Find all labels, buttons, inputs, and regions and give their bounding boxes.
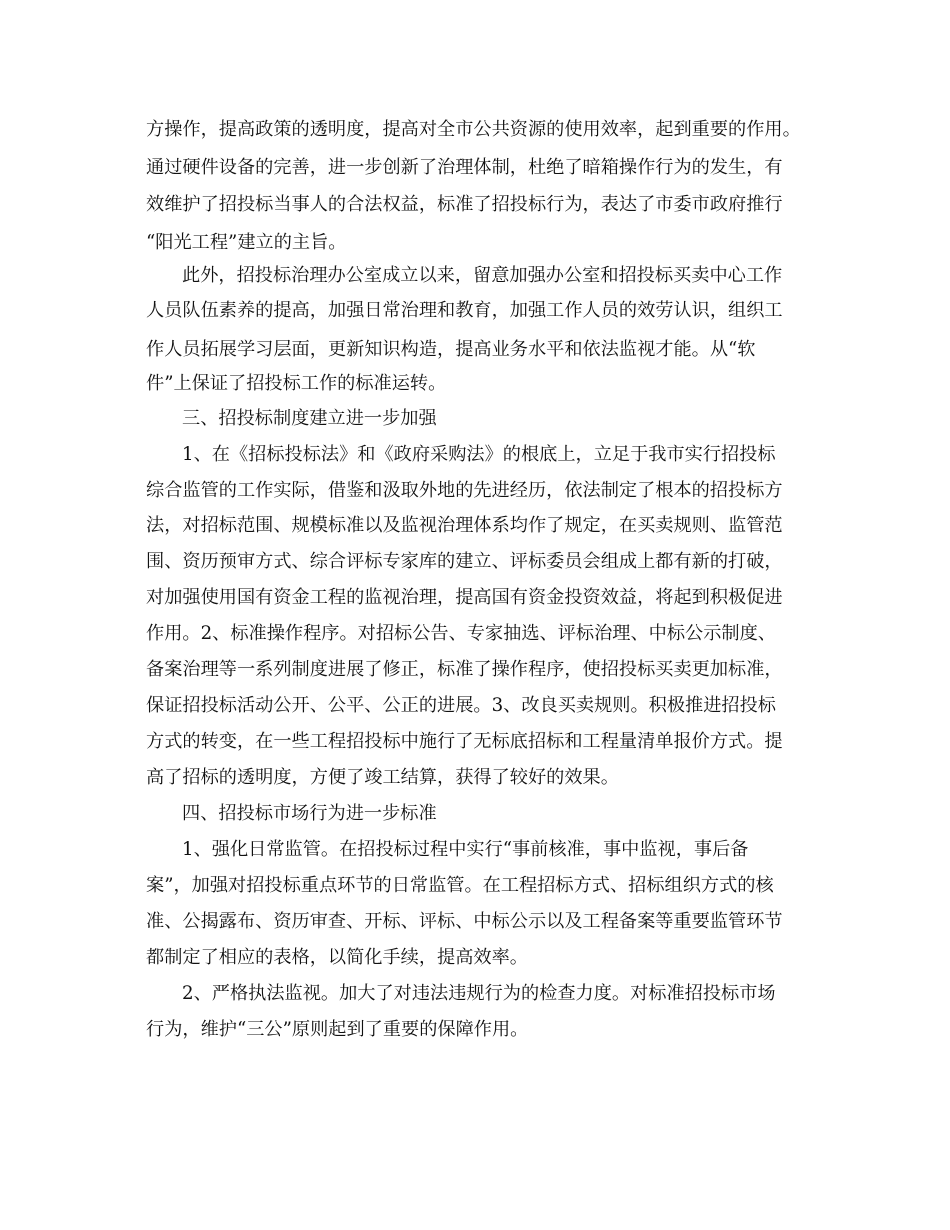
section-heading-3: 三、招投标制度建立进一步加强	[182, 408, 437, 429]
text-line: 法，对招标范围、规模标准以及监视治理体系均作了规定，在买卖规则、监管范	[146, 515, 783, 536]
text-line: 作人员拓展学习层面，更新知识构造，提高业务水平和依法监视才能。从“软	[146, 339, 756, 360]
text-line: 案”，加强对招投标重点环节的日常监管。在工程招标方式、招标组织方式的核	[146, 875, 774, 896]
text-line: 件”上保证了招投标工作的标准运转。	[146, 373, 447, 394]
text-line: 效维护了招投标当事人的合法权益，标准了招投标行为，表达了市委市政府推行	[146, 194, 783, 215]
text-line: 通过硬件设备的完善，进一步创新了治理体制，杜绝了暗箱操作行为的发生，有	[146, 157, 783, 178]
paragraph-start-line: 此外，招投标治理办公室成立以来，留意加强办公室和招投标买卖中心工作	[182, 265, 783, 286]
text-line: 作用。2、标准操作程序。对招标公告、专家抽选、评标治理、中标公示制度、	[146, 623, 776, 644]
paragraph-start-line: 1、强化日常监管。在招投标过程中实行“事前核准，事中监视，事后备	[182, 839, 749, 860]
text-line: 高了招标的透明度，方便了竣工结算，获得了较好的效果。	[146, 767, 619, 788]
text-line: “阳光工程”建立的主旨。	[146, 232, 347, 253]
text-line: 备案治理等一系列制度进展了修正，标准了操作程序，使招投标买卖更加标准，	[146, 659, 783, 680]
text-line: 方操作，提高政策的透明度，提高对全市公共资源的使用效率，起到重要的作用。	[146, 119, 801, 140]
text-line: 准、公揭露布、资历审查、开标、评标、中标公示以及工程备案等重要监管环节	[146, 911, 783, 932]
text-line: 综合监管的工作实际，借鉴和汲取外地的先进经历，依法制定了根本的招投标方	[146, 480, 783, 501]
text-line: 人员队伍素养的提高，加强日常治理和教育，加强工作人员的效劳认识，组织工	[146, 300, 783, 321]
text-line: 保证招投标活动公开、公平、公正的进展。3、改良买卖规则。积极推进招投标	[146, 695, 776, 716]
section-heading-4: 四、招投标市场行为进一步标准	[182, 803, 437, 824]
text-line: 行为，维护“三公”原则起到了重要的保障作用。	[146, 1019, 529, 1040]
text-line: 方式的转变，在一些工程招投标中施行了无标底招标和工程量清单报价方式。提	[146, 731, 783, 752]
paragraph-start-line: 2、严格执法监视。加大了对违法违规行为的检查力度。对标准招投标市场	[182, 983, 776, 1004]
text-line: 围、资历预审方式、综合评标专家库的建立、评标委员会组成上都有新的打破，	[146, 551, 783, 572]
text-line: 都制定了相应的表格，以简化手续，提高效率。	[146, 947, 528, 968]
paragraph-start-line: 1、在《招标投标法》和《政府采购法》的根底上，立足于我市实行招投标	[182, 444, 776, 465]
text-line: 对加强使用国有资金工程的监视治理，提高国有资金投资效益，将起到积极促进	[146, 587, 783, 608]
